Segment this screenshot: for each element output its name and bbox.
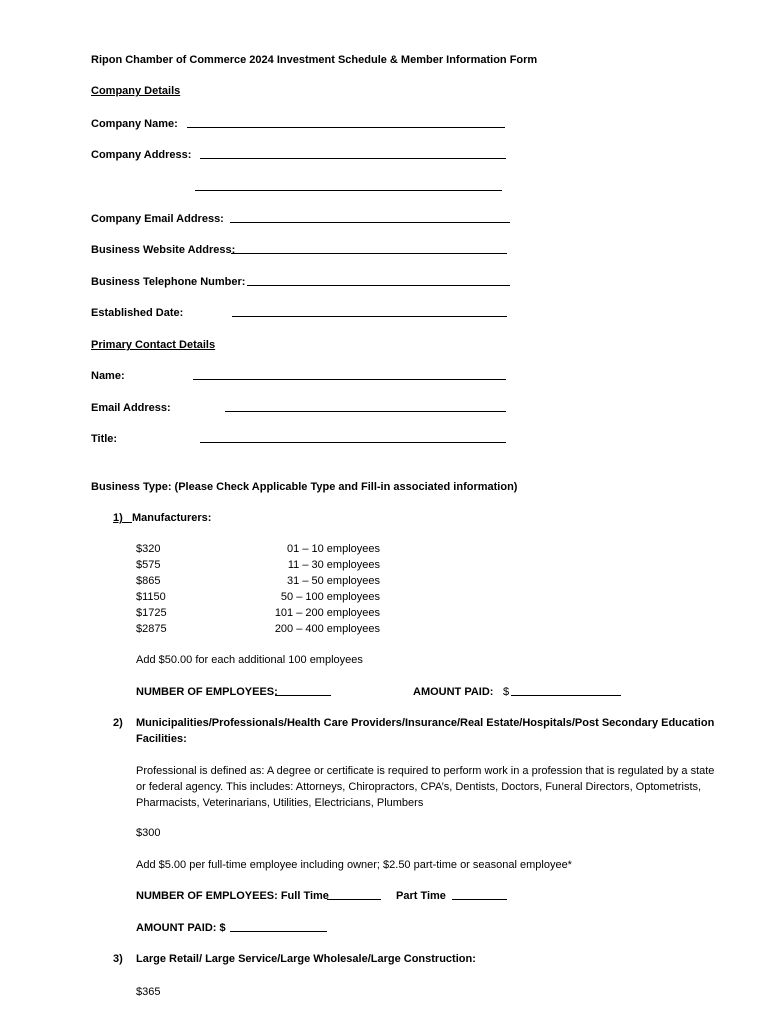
contact-title-label: Title: <box>91 433 118 445</box>
section-2-definition-line2: or federal agency. This includes: Attorneys, Chiropractors, CPA’s, Dentists, Doctors, Funeral Directors, Optometrists, <box>136 781 702 793</box>
section-1-employees-field[interactable] <box>275 695 331 696</box>
website-field[interactable] <box>231 253 507 254</box>
section-3-price: $365 <box>136 986 161 998</box>
section-1-heading: Manufacturers: <box>131 512 212 524</box>
fee-employee-range: 101 – 200 employees <box>274 607 380 619</box>
company-name-label: Company Name: <box>91 118 178 130</box>
contact-email-label: Email Address: <box>91 402 171 414</box>
company-email-field[interactable] <box>230 222 510 223</box>
telephone-label: Business Telephone Number: <box>91 276 246 288</box>
website-label: Business Website Address: <box>91 244 236 256</box>
fee-employee-range: 31 – 50 employees <box>287 575 380 587</box>
section-1-number[interactable] <box>113 511 211 525</box>
section-2-price: $300 <box>136 827 161 839</box>
section-2-definition-line1: Professional is defined as: A degree or certificate is required to perform work in a profession that is regulated by a state <box>136 765 715 777</box>
established-date-field[interactable] <box>232 316 507 317</box>
contact-name-label: Name: <box>91 370 125 382</box>
section-1-checkbox-line: 1) <box>113 512 123 524</box>
section-1-employees-label: NUMBER OF EMPLOYEES: <box>136 686 278 698</box>
section-1-note: Add $50.00 for each additional 100 employees <box>136 654 363 666</box>
section-3-heading: Large Retail/ Large Service/Large Wholesale/Large Construction: <box>136 953 476 965</box>
telephone-field[interactable] <box>247 285 510 286</box>
section-1-amount-field[interactable] <box>511 695 621 696</box>
company-details-heading: Company Details <box>91 85 181 97</box>
section-2-employees-label: NUMBER OF EMPLOYEES: Full Time <box>136 890 329 902</box>
company-address-label: Company Address: <box>91 149 192 161</box>
fee-employee-range: 01 – 10 employees <box>287 543 380 555</box>
fee-price: $1725 <box>136 607 167 619</box>
company-address-field-line2[interactable] <box>195 190 502 191</box>
primary-contact-heading: Primary Contact Details <box>91 339 216 351</box>
fee-price: $865 <box>136 575 161 587</box>
fee-price: $2875 <box>136 623 167 635</box>
contact-title-field[interactable] <box>200 442 506 443</box>
section-3-number[interactable]: 3) <box>113 953 123 965</box>
fee-price: $320 <box>136 543 161 555</box>
section-2-amount-label: AMOUNT PAID: $ <box>136 922 226 934</box>
section-2-parttime-field[interactable] <box>452 899 507 900</box>
contact-name-field[interactable] <box>193 379 506 380</box>
section-2-amount-field[interactable] <box>230 931 327 932</box>
fee-price: $575 <box>136 559 161 571</box>
established-date-label: Established Date: <box>91 307 184 319</box>
section-2-heading-line2: Facilities: <box>136 733 187 745</box>
section-2-parttime-label: Part Time <box>396 890 446 902</box>
section-2-note: Add $5.00 per full-time employee including owner; $2.50 part-time or seasonal employee* <box>136 859 572 871</box>
section-2-definition-line3: Pharmacists, Veterinarians, Utilities, Electricians, Plumbers <box>136 797 424 809</box>
fee-price: $1150 <box>136 591 166 603</box>
fee-employee-range: 50 – 100 employees <box>280 591 380 603</box>
company-email-label: Company Email Address: <box>91 213 224 225</box>
section-2-fulltime-field[interactable] <box>327 899 381 900</box>
company-address-field[interactable] <box>200 158 506 159</box>
form-title: Ripon Chamber of Commerce 2024 Investment Schedule & Member Information Form <box>91 54 538 66</box>
company-name-field[interactable] <box>187 127 505 128</box>
section-1-dollar-sign: $ <box>503 686 510 698</box>
business-type-label: Business Type: (Please Check Applicable Type and Fill-in associated information) <box>91 481 518 493</box>
fee-employee-range: 11 – 30 employees <box>287 559 380 571</box>
section-2-heading-line1: Municipalities/Professionals/Health Care Providers/Insurance/Real Estate/Hospitals/Post Secondary Education <box>136 717 715 729</box>
section-1-amount-label: AMOUNT PAID: <box>413 686 494 698</box>
fee-employee-range: 200 – 400 employees <box>274 623 380 635</box>
section-2-number[interactable]: 2) <box>113 717 123 729</box>
contact-email-field[interactable] <box>225 411 506 412</box>
